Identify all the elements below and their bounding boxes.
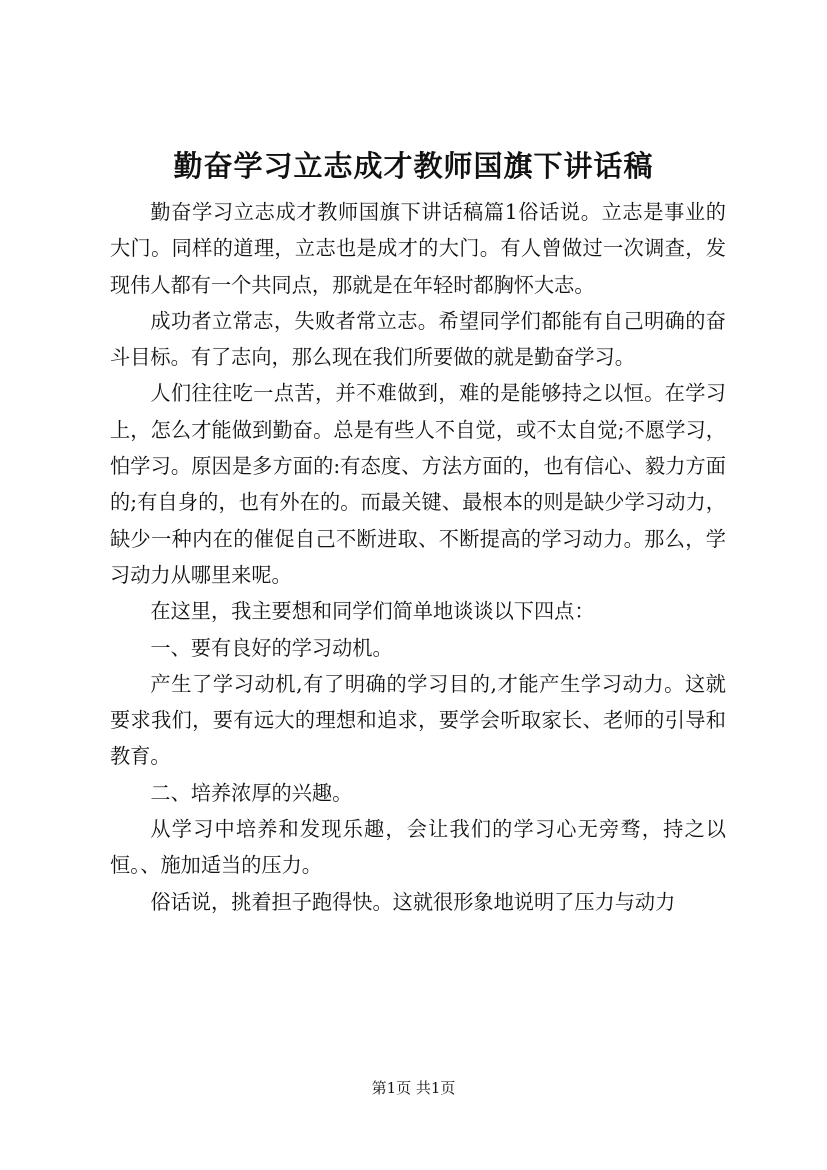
- paragraph: 人们往往吃一点苦，并不难做到，难的是能够持之以恒。在学习上，怎么才能做到勤奋。总是有些人不自觉，或不太自觉;不愿学习，怕学习。原因是多方面的:有态度、方法方面的，也有信心、毅力方面的;有自身的，也有外在的。而最关键、最根本的则是缺少学习动力，缺少一种内在的催促自己不断进取、不断提高的学习动力。那么，学习动力从哪里来呢。: [110, 381, 726, 587]
- document-body: [110, 194, 726, 920]
- section-heading: 一、要有良好的学习动机。: [150, 635, 393, 660]
- page-number-footer: 第1页 共1页: [371, 1079, 456, 1097]
- document-title: 勤奋学习立志成才教师国旗下讲话稿: [173, 149, 654, 183]
- paragraph: 成功者立常志，失败者常立志。希望同学们都能有自己明确的奋斗目标。有了志向，那么现在我们所要做的就是勤奋学习。: [110, 308, 726, 370]
- paragraph: 在这里，我主要想和同学们简单地谈谈以下四点：: [150, 599, 595, 624]
- paragraph: 产生了学习动机,有了明确的学习目的,才能产生学习动力。这就要求我们，要有远大的理想和追求，要学会听取家长、老师的引导和教育。: [110, 671, 726, 769]
- section-heading: 二、培养浓厚的兴趣。: [150, 780, 353, 805]
- paragraph: 从学习中培养和发现乐趣，会让我们的学习心无旁骛，持之以恒。、施加适当的压力。: [110, 817, 726, 878]
- paragraph: 勤奋学习立志成才教师国旗下讲话稿篇1俗话说。立志是事业的大门。同样的道理，立志也是成才的大门。有人曾做过一次调查，发现伟人都有一个共同点，那就是在年轻时都胸怀大志。: [110, 200, 726, 297]
- paragraph: 俗话说，挑着担子跑得快。这就很形象地说明了压力与动力: [150, 889, 676, 914]
